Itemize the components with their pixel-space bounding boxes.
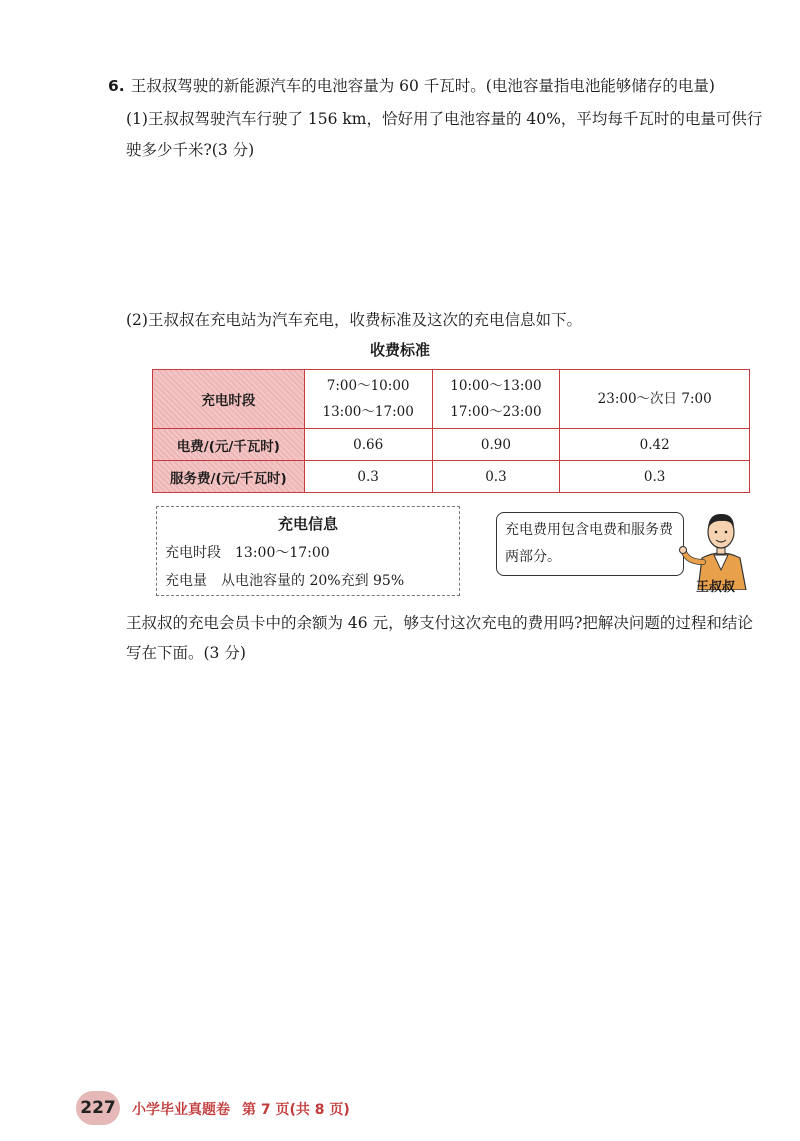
table-row xyxy=(153,429,750,461)
period-line: 13:00～17:00 xyxy=(322,404,414,420)
period-line: 7:00～10:00 xyxy=(326,378,410,394)
page-info: 第 7 页(共 8 页) xyxy=(242,1102,350,1118)
service-fee-label: 服务费/(元/千瓦时) xyxy=(153,461,305,493)
final-question-text: 王叔叔的充电会员卡中的余额为 46 元，够支付这次充电的费用吗?把解决问题的过程和结论写在下面。(3 分) xyxy=(126,614,753,662)
period-line: 10:00～13:00 xyxy=(450,378,542,394)
period-header: 充电时段 xyxy=(153,370,305,429)
question-title xyxy=(108,74,715,96)
fee-table xyxy=(152,369,750,493)
table-cell: 0.42 xyxy=(560,429,750,461)
question-number: 6. xyxy=(108,77,125,95)
part1-text: (1)王叔叔驾驶汽车行驶了 156 km，恰好用了电池容量的 40%，平均每千瓦时的电量可供行驶多少千米?(3 分) xyxy=(126,110,763,159)
fee-table-title: 收费标准 xyxy=(369,341,430,359)
table-cell: 0.3 xyxy=(432,461,560,493)
charge-time-line xyxy=(165,542,330,562)
charge-time-value: 13:00～17:00 xyxy=(235,545,330,561)
table-cell: 0.66 xyxy=(304,429,432,461)
part2-text: (2)王叔叔在充电站为汽车充电，收费标准及这次的充电信息如下。 xyxy=(126,311,582,329)
period-line: 17:00～23:00 xyxy=(450,404,542,420)
charge-amount-value: 从电池容量的 20%充到 95% xyxy=(221,573,405,589)
period-line: 23:00～次日 7:00 xyxy=(597,391,712,407)
period-cell xyxy=(560,370,750,429)
footer-text xyxy=(132,1099,350,1119)
book-title: 小学毕业真题卷 xyxy=(132,1102,230,1118)
table-cell: 0.90 xyxy=(432,429,560,461)
period-cell xyxy=(304,370,432,429)
question-title-text: 王叔叔驾驶的新能源汽车的电池容量为 60 千瓦时。(电池容量指电池能够储存的电量) xyxy=(130,77,715,95)
electricity-fee-label: 电费/(元/千瓦时) xyxy=(153,429,305,461)
speech-bubble: 充电费用包含电费和服务费两部分。 xyxy=(496,512,684,576)
charge-info-title: 充电信息 xyxy=(277,515,338,533)
charge-info-box xyxy=(156,506,460,596)
period-cell xyxy=(432,370,560,429)
speaker-name: 王叔叔 xyxy=(696,580,736,595)
table-row xyxy=(153,370,750,429)
charge-time-label: 充电时段 xyxy=(165,545,221,561)
table-row xyxy=(153,461,750,493)
page-number-badge: 227 xyxy=(76,1091,120,1125)
charge-amount-line xyxy=(165,570,404,590)
table-cell: 0.3 xyxy=(304,461,432,493)
table-cell: 0.3 xyxy=(560,461,750,493)
charge-amount-label: 充电量 xyxy=(165,573,207,589)
